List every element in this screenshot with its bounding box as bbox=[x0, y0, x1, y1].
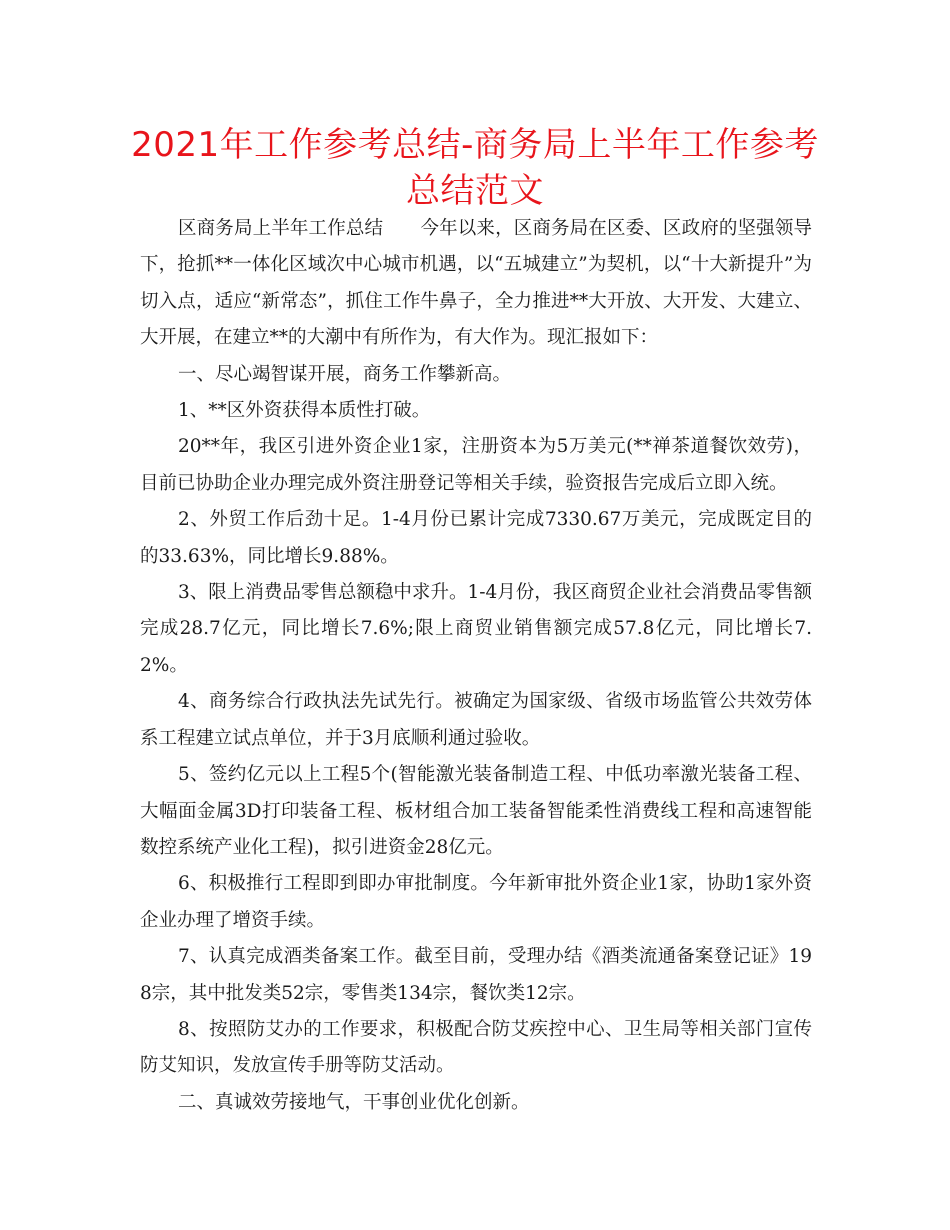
item-2-foreign-trade: 2、外贸工作后劲十足。1-4月份已累计完成7330.67万美元，完成既定目的的33.63%，同比增长9.88%。 bbox=[140, 509, 812, 567]
item-8-aids-prevention: 8、按照防艾办的工作要求，积极配合防艾疾控中心、卫生局等相关部门宣传防艾知识，发放宣传手册等防艾活动。 bbox=[140, 1018, 812, 1077]
item-3-retail-sales: 3、限上消费品零售总额稳中求升。1-4月份，我区商贸企业社会消费品零售额完成28.7亿元，同比增长7.6%;限上商贸业销售额完成57.8亿元，同比增长7.2%。 bbox=[140, 582, 812, 676]
document-body bbox=[140, 211, 812, 1121]
paragraph-foreign-investment: 20**年，我区引进外资企业1家，注册资本为5万美元(**禅茶道餐饮效劳)，目前已协助企业办理完成外资注册登记等相关手续，验资报告完成后立即入统。 bbox=[140, 436, 812, 494]
item-heading-1: 1、**区外资获得本质性打破。 bbox=[178, 400, 431, 422]
section-heading-2: 二、真诚效劳接地气，干事创业优化创新。 bbox=[178, 1091, 530, 1113]
section-heading-1: 一、尽心竭智谋开展，商务工作攀新高。 bbox=[178, 363, 512, 385]
item-5-projects: 5、签约亿元以上工程5个(智能激光装备制造工程、中低功率激光装备工程、大幅面金属3D打印装备工程、板材组合加工装备智能柔性消费线工程和高速智能数控系统产业化工程)，拟引进资金28亿元。 bbox=[140, 764, 812, 858]
paragraph-intro: 区商务局上半年工作总结 今年以来，区商务局在区委、区政府的坚强领导下，抢抓**一体化区域次中心城市机遇，以“五城建立”为契机，以“十大新提升”为切入点，适应“新常态”，抓住工作牛鼻子，全力推进**大开放、大开发、大建立、大开展，在建立**的大潮中有所作为，有大作为。现汇报如下： bbox=[140, 218, 812, 349]
item-6-approval: 6、积极推行工程即到即办审批制度。今年新审批外资企业1家，协助1家外资企业办理了增资手续。 bbox=[140, 873, 812, 931]
document-title: 2021年工作参考总结-商务局上半年工作参考总结范文 bbox=[131, 125, 819, 211]
item-7-liquor-filing: 7、认真完成酒类备案工作。截至目前，受理办结《酒类流通备案登记证》198宗，其中批发类52宗，零售类134宗，餐饮类12宗。 bbox=[140, 946, 812, 1004]
item-4-law-enforcement: 4、商务综合行政执法先试先行。被确定为国家级、省级市场监管公共效劳体系工程建立试点单位，并于3月底顺利通过验收。 bbox=[140, 691, 812, 749]
